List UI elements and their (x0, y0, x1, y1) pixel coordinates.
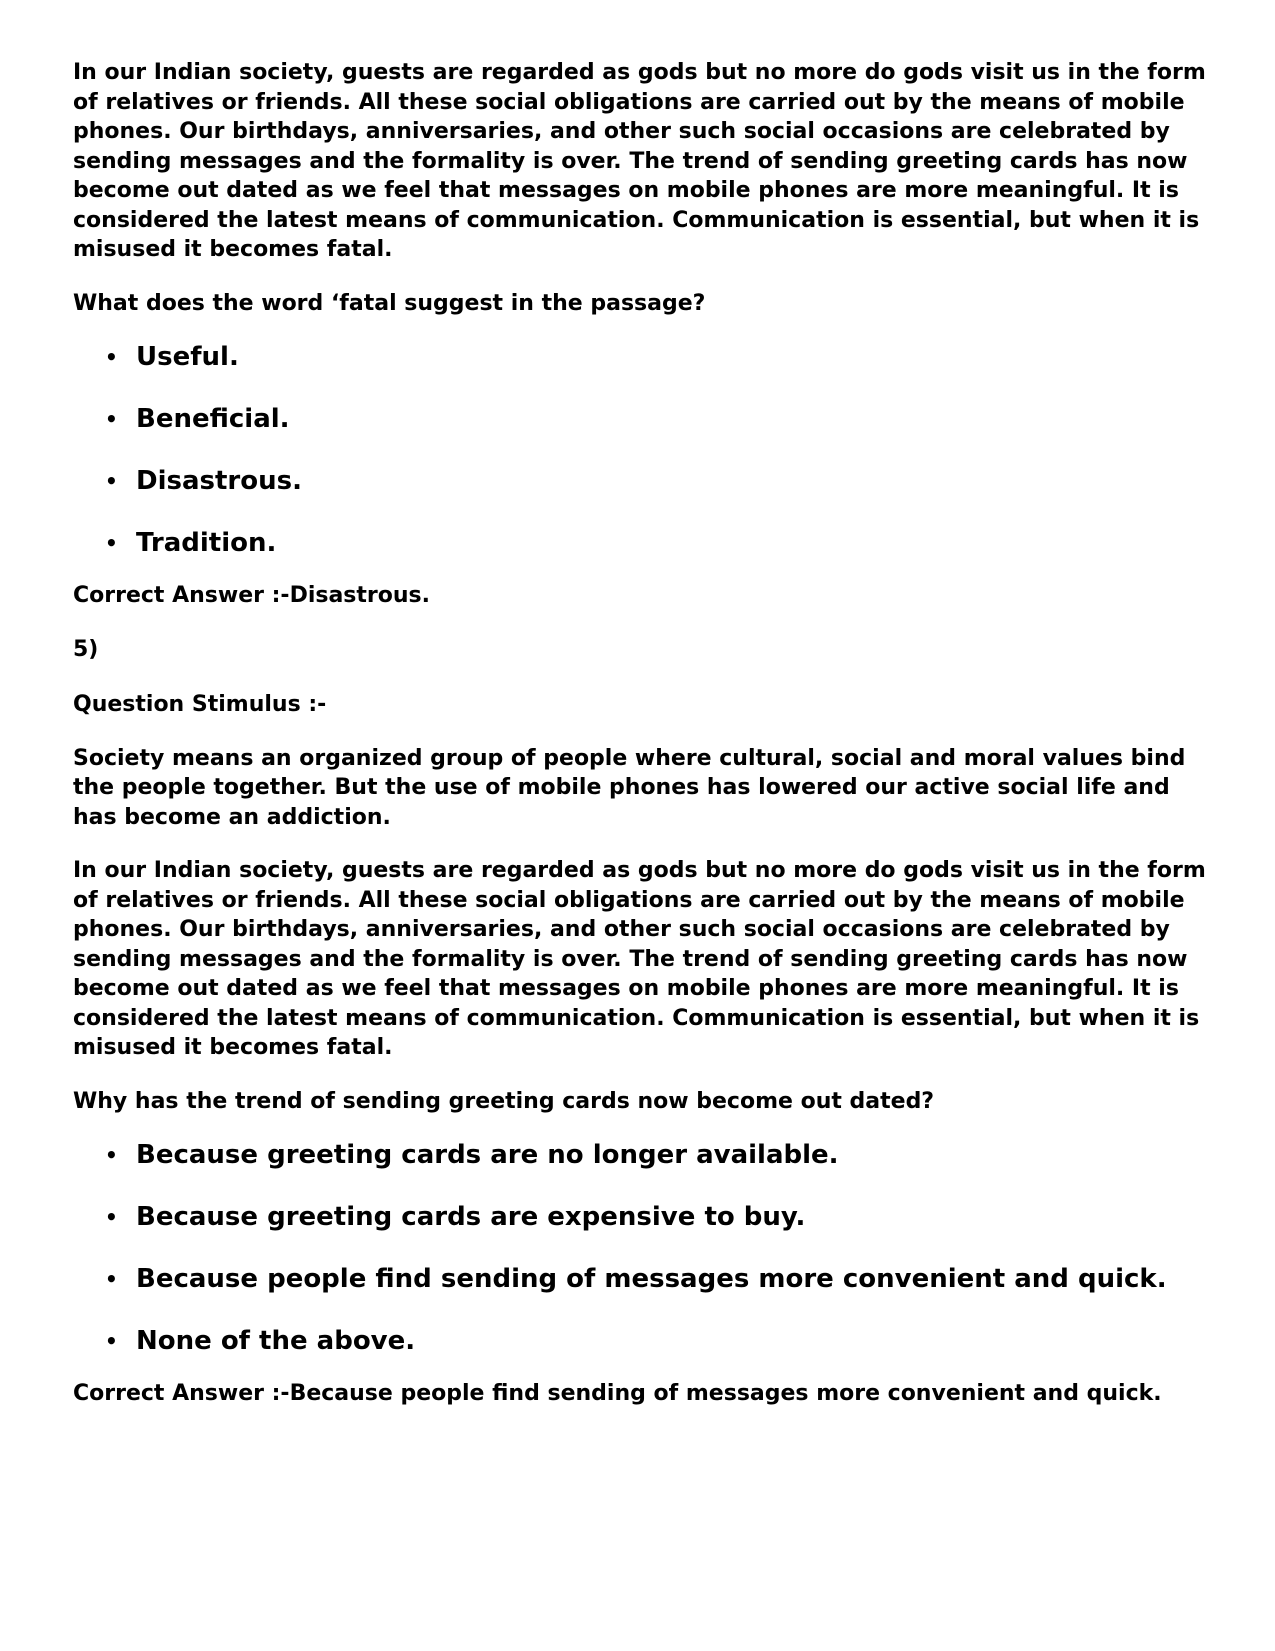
q5-correct-answer: Correct Answer :-Because people find sending of messages more convenient and quick. (73, 1381, 1162, 1406)
q4-option-text: Beneficial. (136, 404, 290, 434)
q4-option-text: Tradition. (136, 528, 277, 558)
q5-paragraph-2: In our Indian society, guests are regarded as gods but no more do gods visit us in the form of relatives or friends. All these social obligations are carried out by the means of mobile phones. Our birthdays, anniversaries, and other such social occasions are celebrated by sending messages and the formality is over. The trend of sending greeting cards has now become out dated as we feel that messages on mobile phones are more meaningful. It is considered the latest means of communication. Communication is essential, but when it is misused it becomes fatal. (73, 858, 1206, 1060)
q5-option (73, 1138, 1208, 1173)
q5-stimulus-label: Question Stimulus :- (73, 692, 327, 717)
bullet-icon: • (105, 1143, 118, 1167)
q4-option (73, 464, 1208, 499)
q4-option (73, 526, 1208, 561)
q4-question-text: What does the word ‘fatal suggest in the passage? (73, 290, 706, 316)
bullet-icon: • (105, 1267, 118, 1291)
q5-paragraph-1: Society means an organized group of people where cultural, social and moral values bind the people together. But the use of mobile phones has lowered our active social life and has become an addiction. (73, 745, 1186, 830)
bullet-icon: • (105, 345, 118, 369)
bullet-icon: • (105, 1329, 118, 1353)
q5-option-text: Because greeting cards are no longer available. (136, 1140, 839, 1170)
q5-option (73, 1262, 1208, 1297)
bullet-icon: • (105, 531, 118, 555)
q4-option (73, 402, 1208, 437)
bullet-icon: • (105, 407, 118, 431)
bullet-icon: • (105, 469, 118, 493)
document-page (73, 58, 1208, 1433)
q4-correct-answer: Correct Answer :-Disastrous. (73, 583, 430, 608)
q4-passage: In our Indian society, guests are regarded as gods but no more do gods visit us in the form of relatives or friends. All these social obligations are carried out by the means of mobile phones. Our birthdays, anniversaries, and other such social occasions are celebrated by sending messages and the formality is over. The trend of sending greeting cards has now become out dated as we feel that messages on mobile phones are more meaningful. It is considered the latest means of communication. Communication is essential, but when it is misused it becomes fatal. (73, 60, 1206, 262)
q5-number: 5) (73, 636, 99, 662)
q4-option-text: Disastrous. (136, 466, 302, 496)
q5-option-text: Because greeting cards are expensive to buy. (136, 1202, 806, 1232)
q4-option-text: Useful. (136, 342, 239, 372)
q4-option (73, 340, 1208, 375)
q5-option (73, 1200, 1208, 1235)
q5-question-text: Why has the trend of sending greeting cards now become out dated? (73, 1088, 935, 1114)
q4-options-list (73, 340, 1208, 561)
q5-option-text: Because people find sending of messages more convenient and quick. (136, 1264, 1167, 1294)
bullet-icon: • (105, 1205, 118, 1229)
q5-options-list (73, 1138, 1208, 1359)
q5-option (73, 1324, 1208, 1359)
q5-option-text: None of the above. (136, 1326, 416, 1356)
